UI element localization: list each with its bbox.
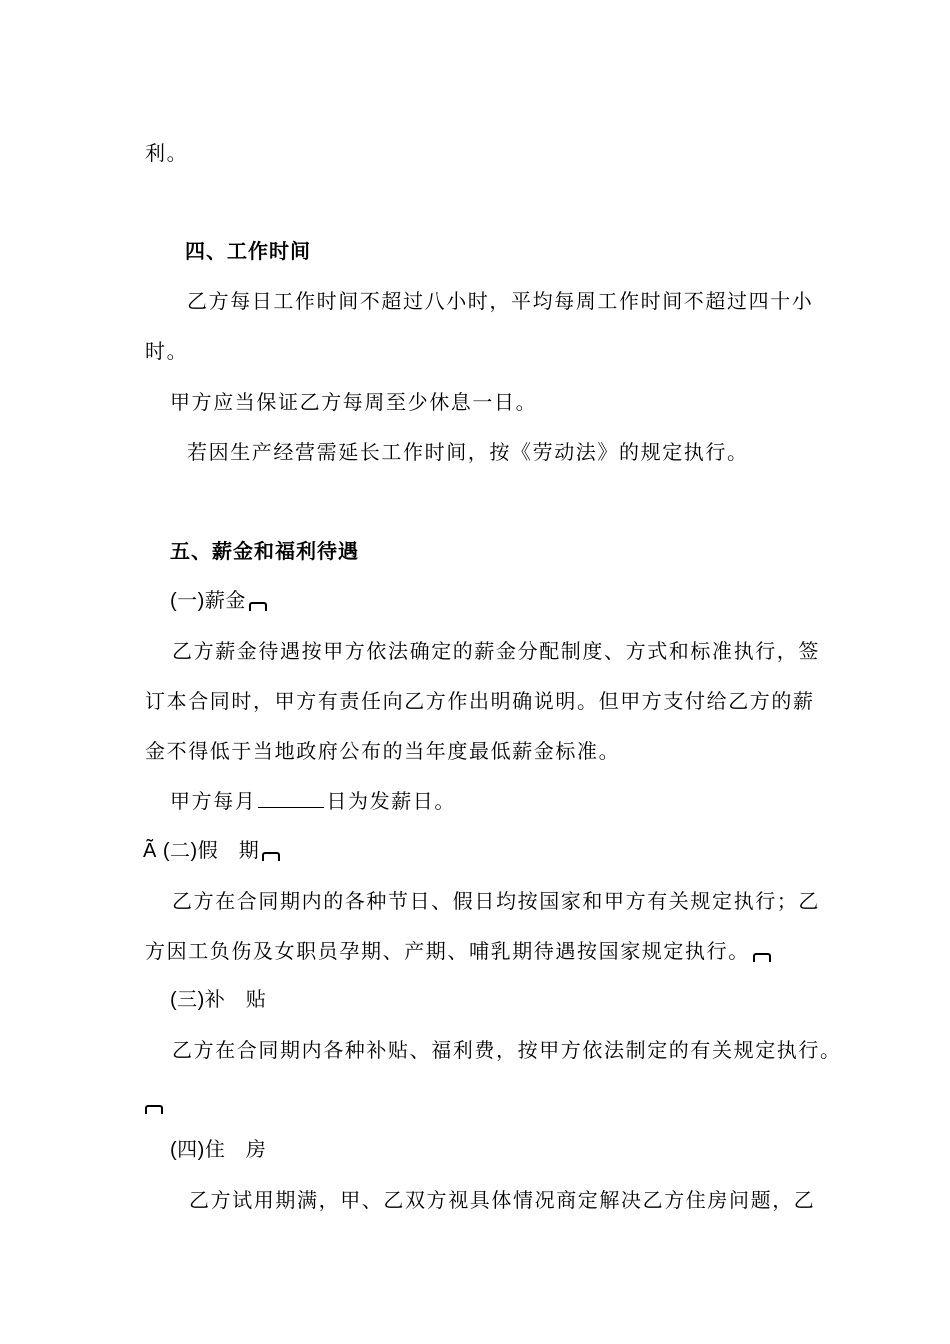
- text-fragment: 方因工负伤及女职员孕期、产期、哺乳期待遇按国家规定执行。: [145, 939, 750, 963]
- bracket-mark-icon: [753, 953, 771, 962]
- text-line: [145, 1090, 163, 1116]
- text-line: 乙方在合同期内各种补贴、福利费，按甲方依法制定的有关规定执行。: [172, 1038, 842, 1062]
- section-heading-work-hours: 四、工作时间: [185, 239, 311, 263]
- bracket-mark-icon: [145, 1105, 163, 1114]
- text-line: 乙方薪金待遇按甲方依法确定的薪金分配制度、方式和标准执行，签: [172, 639, 820, 663]
- text-line: 乙方试用期满，甲、乙双方视具体情况商定解决乙方住房问题，乙: [189, 1188, 816, 1212]
- subsection-label: Ã (二)假 期: [143, 840, 260, 862]
- section-heading-salary-benefits: 五、薪金和福利待遇: [170, 539, 359, 563]
- subsection-label: (一)薪金: [170, 590, 246, 612]
- text-line: 若因生产经营需延长工作时间，按《劳动法》的规定执行。: [187, 440, 749, 464]
- text-line: 订本合同时，甲方有责任向乙方作出明确说明。但甲方支付给乙方的薪: [145, 689, 815, 713]
- subsection-housing: (四)住 房: [170, 1139, 267, 1161]
- text-fragment: 日为发薪日。: [326, 789, 457, 813]
- bracket-mark-icon: [262, 852, 280, 861]
- bracket-mark-icon: [249, 602, 267, 611]
- subsection-holidays: [143, 838, 280, 864]
- text-line: 乙方在合同期内的各种节日、假日均按国家和甲方有关规定执行；乙: [172, 889, 820, 913]
- text-line: 时。: [145, 339, 189, 363]
- text-line: 甲方应当保证乙方每周至少休息一日。: [170, 390, 538, 414]
- subsection-allowance: (三)补 贴: [170, 989, 267, 1011]
- text-line: 金不得低于当地政府公布的当年度最低薪金标准。: [145, 739, 621, 763]
- text-line: 利。: [145, 141, 189, 165]
- text-fragment: 甲方每月: [170, 789, 257, 813]
- blank-field: [258, 789, 324, 808]
- payday-line: [170, 788, 456, 814]
- text-line: [145, 938, 771, 964]
- text-line: 乙方每日工作时间不超过八小时，平均每周工作时间不超过四十小: [187, 289, 814, 313]
- subsection-salary: [170, 588, 267, 614]
